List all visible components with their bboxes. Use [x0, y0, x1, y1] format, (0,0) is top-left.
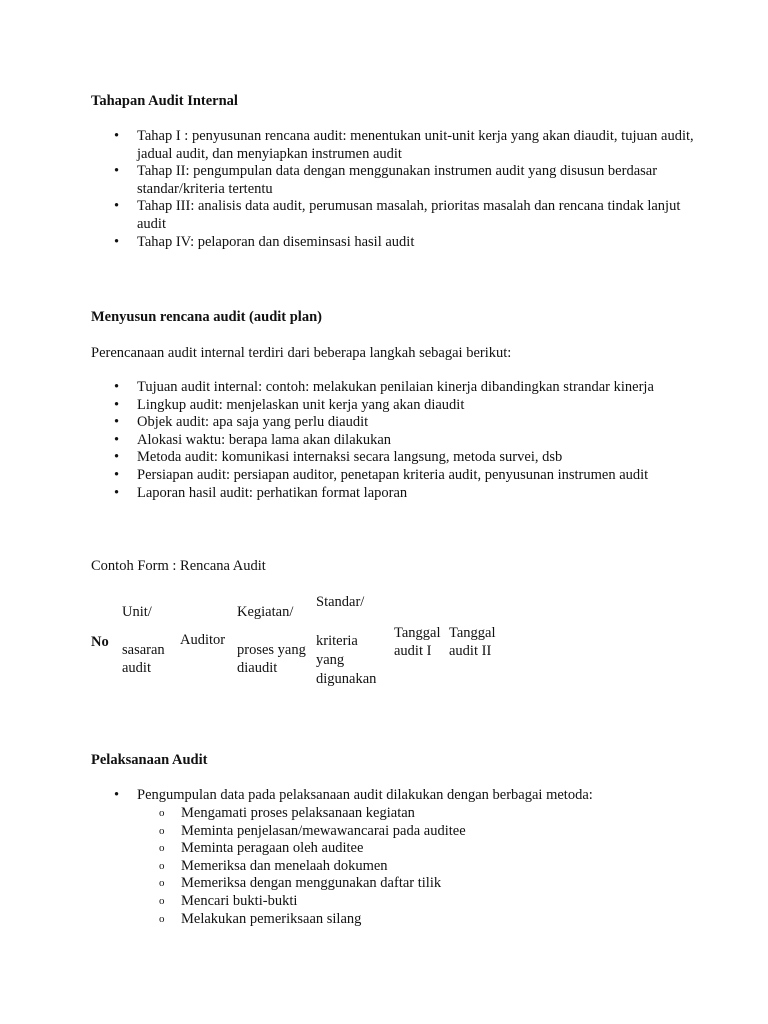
bullet-icon: •: [114, 128, 120, 144]
list-item: [114, 396, 737, 415]
sublist-item: [159, 892, 681, 911]
header-no: No: [91, 634, 109, 650]
header-unit-sub: sasaran audit: [122, 642, 165, 676]
sublist-item-text: Mengamati proses pelaksanaan kegiatan: [181, 805, 415, 821]
list-item-text: Laporan hasil audit: perhatikan format laporan: [137, 484, 408, 501]
pelaksanaan-list: [114, 787, 737, 805]
bullet-icon: •: [114, 414, 120, 431]
bullet-icon: •: [114, 787, 120, 803]
bullet-icon: •: [114, 198, 120, 215]
rencana-list: [114, 379, 737, 502]
list-item: [114, 233, 697, 252]
bullet-icon: •: [114, 233, 120, 250]
section-title-pelaksanaan: Pelaksanaan Audit: [91, 752, 208, 768]
header-standar-sub: kriteria yang digunakan: [316, 633, 377, 687]
header-kegiatan: Kegiatan/: [237, 604, 294, 620]
section-title-tahapan: Tahapan Audit Internal: [91, 93, 238, 109]
list-item-text: Persiapan audit: persiapan auditor, penetapan kriteria audit, penyusunan instrumen audit: [137, 466, 649, 483]
header-tanggal-1: Tanggal audit I: [394, 625, 441, 659]
sublist-item: [159, 857, 681, 876]
header-auditor: Auditor: [180, 632, 226, 648]
sublist-item-text: Mencari bukti-bukti: [181, 892, 298, 909]
header-standar: Standar/: [316, 594, 365, 610]
tahapan-list: [114, 128, 697, 251]
list-item-text: Alokasi waktu: berapa lama akan dilakukan: [137, 431, 392, 448]
circle-bullet-icon: o: [159, 894, 165, 907]
sublist-item-text: Memeriksa dan menelaah dokumen: [181, 857, 388, 874]
list-item-text: Objek audit: apa saja yang perlu diaudit: [137, 414, 369, 431]
header-unit: Unit/: [122, 604, 152, 620]
bullet-icon: •: [114, 163, 120, 180]
list-item-text: Tujuan audit internal: contoh: melakukan penilaian kinerja dibandingkan strandar kinerja: [137, 379, 654, 395]
list-item-text: Metoda audit: komunikasi internaksi secara langsung, metoda survei, dsb: [137, 449, 563, 466]
circle-bullet-icon: o: [159, 842, 165, 855]
list-item-text: Pengumpulan data pada pelaksanaan audit dilakukan dengan berbagai metoda:: [137, 787, 593, 803]
circle-bullet-icon: o: [159, 824, 165, 837]
sublist-item: [159, 805, 681, 823]
list-item: [114, 787, 737, 805]
header-kegiatan-sub: proses yang diaudit: [237, 642, 306, 676]
circle-bullet-icon: o: [159, 807, 165, 819]
bullet-icon: •: [114, 449, 120, 466]
list-item: [114, 484, 737, 503]
sublist-item: [159, 910, 681, 929]
list-item-text: Tahap II: pengumpulan data dengan menggunakan instrumen audit yang disusun berdasar standar/kriteria tertentu: [137, 163, 658, 197]
list-item: [114, 466, 737, 485]
sublist-item: [159, 840, 681, 858]
sublist-item: [159, 875, 681, 893]
sublist-item: [159, 822, 681, 841]
sublist-item-text: Meminta penjelasan/mewawancarai pada auditee: [181, 822, 466, 839]
section-title-rencana: Menyusun rencana audit (audit plan): [91, 309, 322, 325]
list-item-text: Tahap III: analisis data audit, perumusan masalah, prioritas masalah dan rencana tindak lanjut audit: [137, 198, 681, 232]
header-tanggal-2: Tanggal audit II: [449, 625, 496, 659]
method-sublist: [159, 805, 681, 928]
sublist-item-text: Melakukan pemeriksaan silang: [181, 910, 362, 927]
circle-bullet-icon: o: [159, 912, 165, 925]
sublist-item-text: Memeriksa dengan menggunakan daftar tilik: [181, 875, 442, 892]
list-item: [114, 449, 737, 467]
bullet-icon: •: [114, 484, 120, 501]
list-item: [114, 414, 737, 432]
form-caption: Contoh Form : Rencana Audit: [91, 558, 266, 574]
bullet-icon: •: [114, 396, 120, 413]
list-item: [114, 379, 737, 397]
list-item: [114, 431, 737, 450]
list-item: [114, 128, 697, 163]
bullet-icon: •: [114, 431, 120, 448]
list-item-text: Tahap IV: pelaporan dan diseminsasi hasil audit: [137, 233, 415, 250]
list-item: [114, 198, 697, 233]
list-item: [114, 163, 697, 198]
sublist-item-text: Meminta peragaan oleh auditee: [181, 840, 364, 857]
section-intro: Perencanaan audit internal terdiri dari beberapa langkah sebagai berikut:: [91, 345, 512, 361]
circle-bullet-icon: o: [159, 877, 165, 890]
bullet-icon: •: [114, 466, 120, 483]
list-item-text: Tahap I : penyusunan rencana audit: menentukan unit-unit kerja yang akan diaudit, tujuan audit, jadual audit, dan menyiapkan instrumen audit: [137, 128, 694, 162]
circle-bullet-icon: o: [159, 859, 165, 872]
list-item-text: Lingkup audit: menjelaskan unit kerja yang akan diaudit: [137, 396, 465, 413]
bullet-icon: •: [114, 379, 120, 395]
